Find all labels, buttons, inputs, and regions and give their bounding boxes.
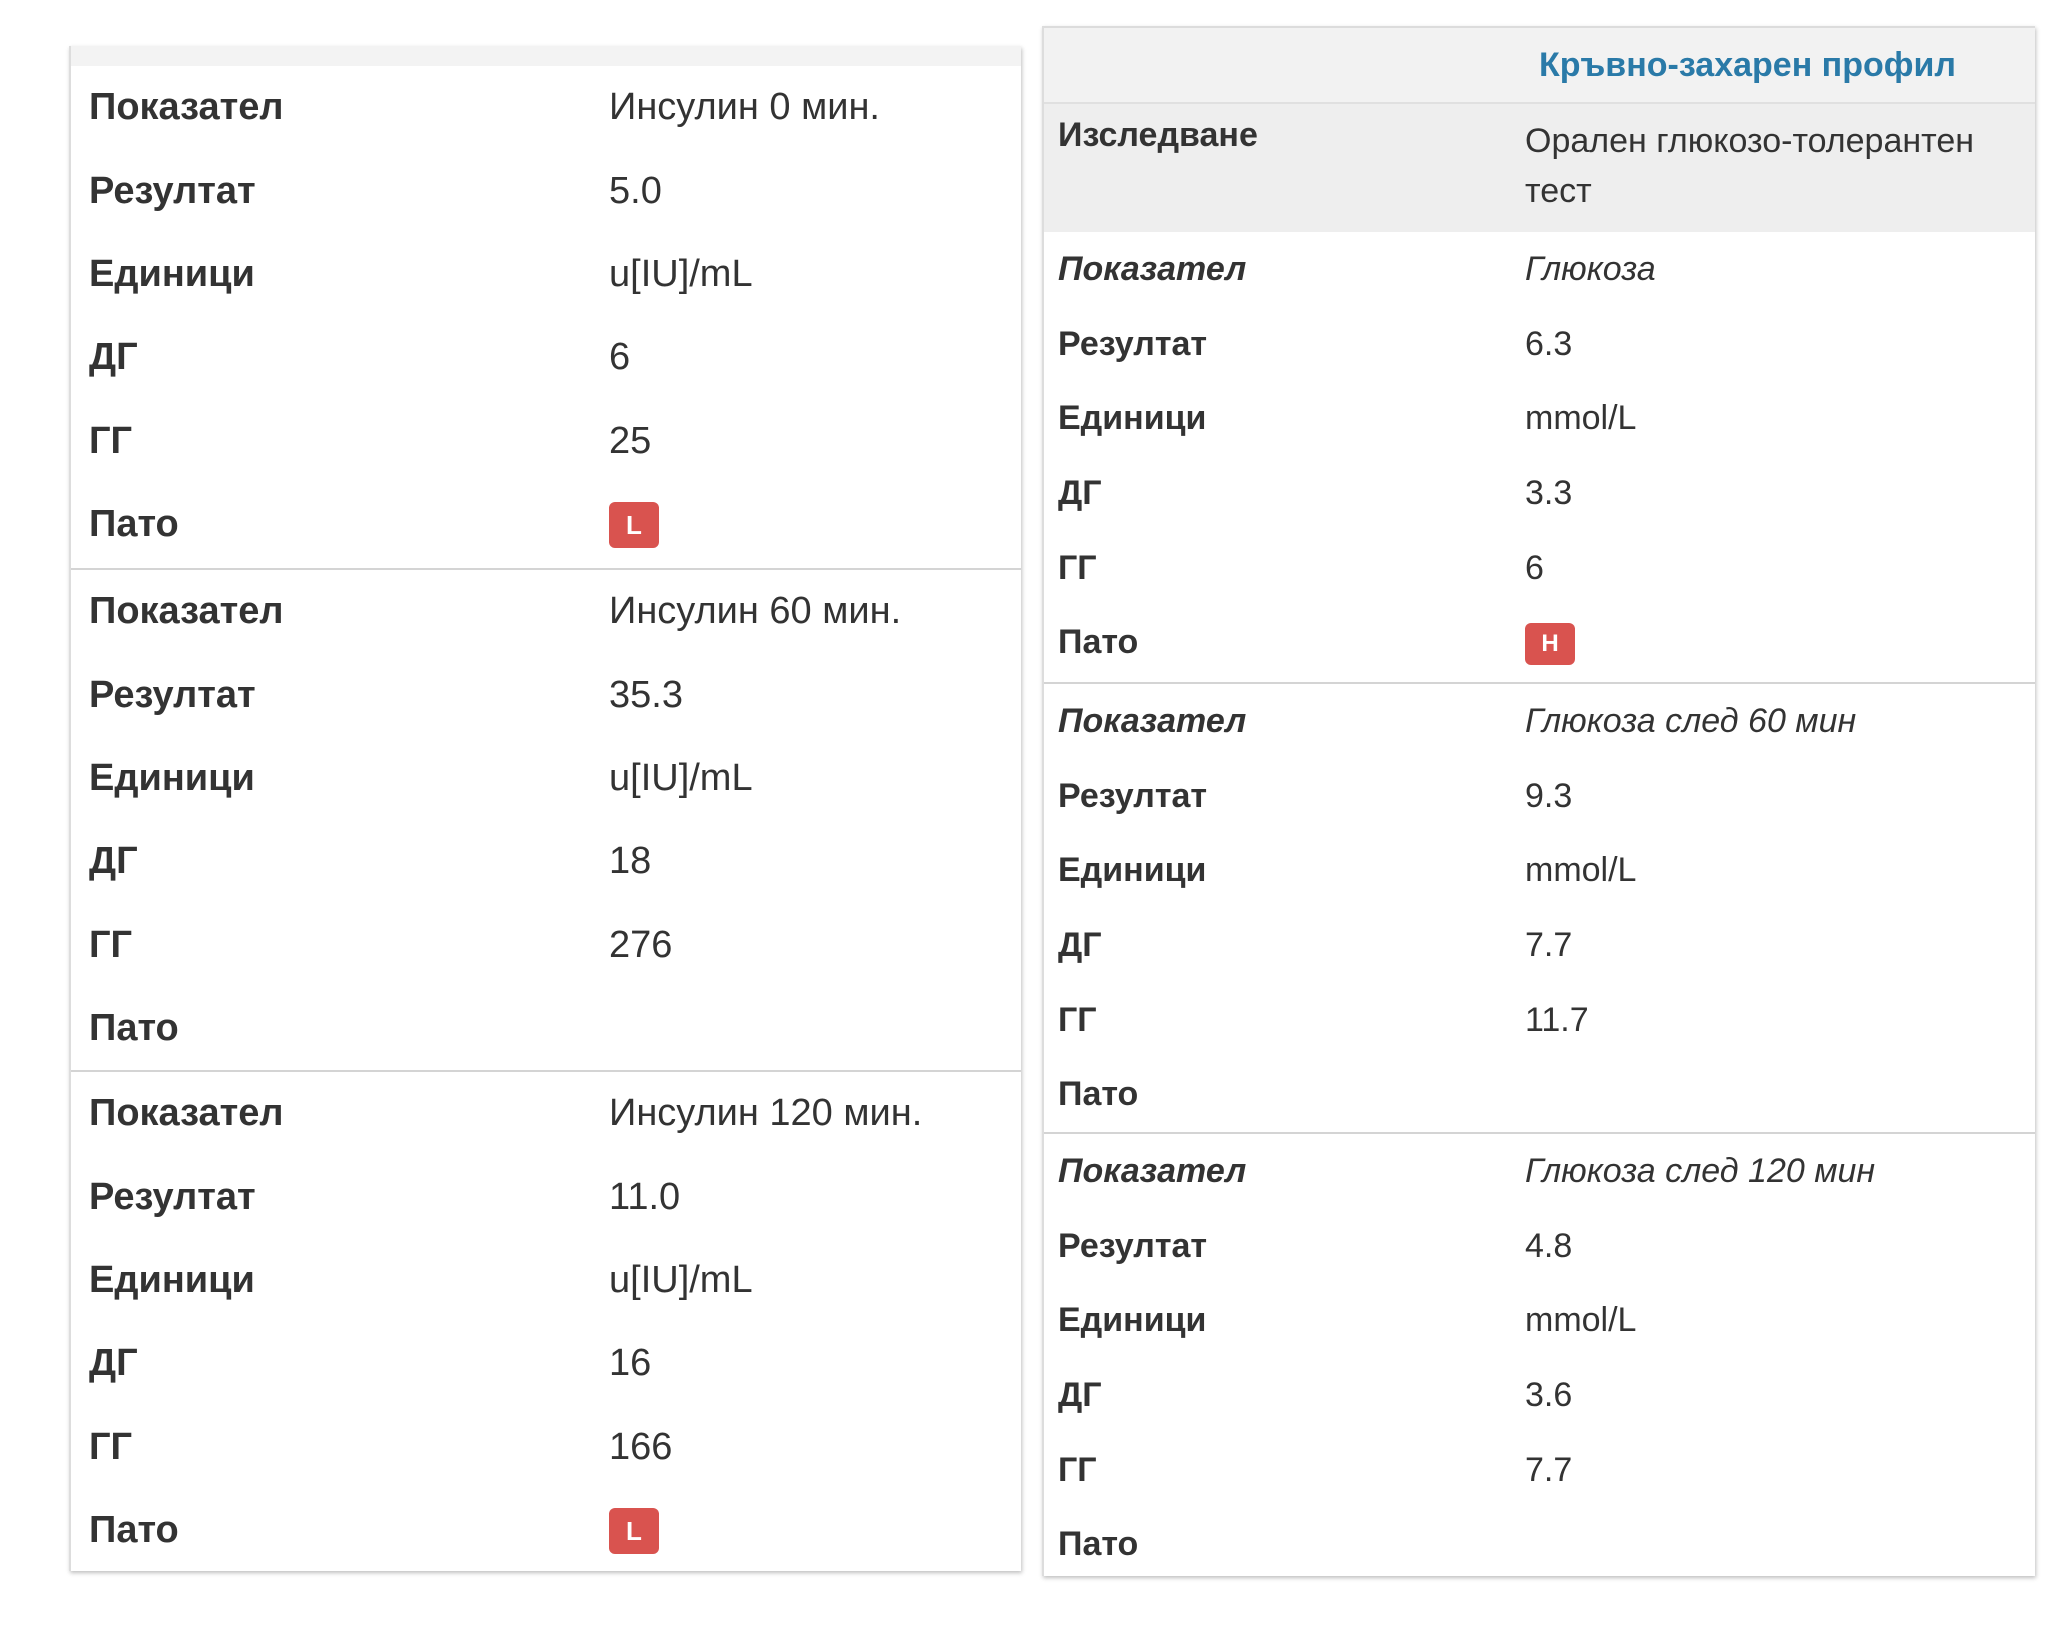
exam-label: Изследване bbox=[1058, 116, 1258, 154]
upper-limit-label: ГГ bbox=[1058, 1000, 1097, 1039]
units-label: Единици bbox=[89, 1258, 255, 1301]
indicator-label: Показател bbox=[89, 590, 284, 633]
indicator-label: Показател bbox=[1058, 1151, 1247, 1190]
lower-limit-value: 3.3 bbox=[1525, 473, 1573, 512]
lower-limit-label: ДГ bbox=[89, 336, 138, 379]
result-row bbox=[1044, 759, 2035, 834]
lower-limit-value: 7.7 bbox=[1525, 925, 1573, 964]
indicator-label: Показател bbox=[89, 86, 284, 129]
lower-limit-label: ДГ bbox=[89, 840, 138, 883]
units-value: mmol/L bbox=[1525, 399, 1637, 438]
indicator-value: Инсулин 0 мин. bbox=[609, 86, 880, 129]
lower-limit-label: ДГ bbox=[1058, 925, 1102, 964]
lower-limit-row bbox=[71, 316, 1021, 399]
indicator-row bbox=[1044, 684, 2035, 759]
patho-row bbox=[1044, 1057, 2035, 1132]
result-label: Резултат bbox=[89, 169, 256, 212]
units-row bbox=[1044, 381, 2035, 456]
lower-limit-label: ДГ bbox=[1058, 1375, 1102, 1414]
indicator-row bbox=[71, 570, 1021, 653]
result-label: Резултат bbox=[1058, 324, 1208, 363]
upper-limit-value: 7.7 bbox=[1525, 1450, 1573, 1489]
indicator-row bbox=[71, 66, 1021, 149]
lower-limit-row bbox=[71, 820, 1021, 903]
patho-row bbox=[71, 483, 1021, 566]
insulin-results-panel bbox=[69, 46, 1021, 1571]
result-group-glucose-120 bbox=[1044, 1132, 2035, 1582]
units-label: Единици bbox=[89, 756, 255, 799]
patho-label: Пато bbox=[89, 1509, 179, 1552]
units-value: mmol/L bbox=[1525, 851, 1637, 890]
patho-low-badge: L bbox=[609, 1508, 659, 1554]
upper-limit-value: 25 bbox=[609, 419, 652, 462]
upper-limit-row bbox=[1044, 531, 2035, 606]
result-group-insulin-120 bbox=[71, 1070, 1021, 1572]
indicator-label: Показател bbox=[89, 1092, 284, 1135]
result-value: 35.3 bbox=[609, 673, 683, 716]
units-label: Единици bbox=[89, 252, 255, 295]
units-row bbox=[71, 1239, 1021, 1322]
patho-label: Пато bbox=[1058, 1525, 1139, 1564]
indicator-label: Показател bbox=[1058, 701, 1247, 740]
patho-low-badge: L bbox=[609, 502, 659, 548]
indicator-value: Глюкоза след 120 мин bbox=[1525, 1151, 1876, 1190]
lower-limit-row bbox=[1044, 908, 2035, 983]
patho-label: Пато bbox=[89, 1007, 179, 1050]
patho-label: Пато bbox=[1058, 623, 1139, 662]
indicator-row bbox=[1044, 1134, 2035, 1209]
result-group-insulin-0 bbox=[71, 66, 1021, 568]
result-group-glucose-0 bbox=[1044, 232, 2035, 682]
indicator-value: Глюкоза bbox=[1525, 249, 1656, 288]
patho-row bbox=[1044, 1507, 2035, 1582]
upper-limit-row bbox=[71, 1406, 1021, 1489]
result-group-insulin-60 bbox=[71, 568, 1021, 1070]
result-row bbox=[71, 149, 1021, 232]
units-label: Единици bbox=[1058, 851, 1207, 890]
units-value: u[IU]/mL bbox=[609, 1258, 753, 1301]
glucose-profile-panel bbox=[1042, 26, 2035, 1576]
lower-limit-row bbox=[1044, 1358, 2035, 1433]
lower-limit-value: 3.6 bbox=[1525, 1375, 1573, 1414]
result-label: Резултат bbox=[1058, 1226, 1208, 1265]
upper-limit-row bbox=[1044, 1433, 2035, 1508]
panel-top-strip bbox=[71, 46, 1021, 66]
lower-limit-value: 16 bbox=[609, 1342, 652, 1385]
upper-limit-value: 6 bbox=[1525, 548, 1544, 587]
patho-row bbox=[1044, 605, 2035, 680]
patho-row bbox=[71, 987, 1021, 1070]
result-group-glucose-60 bbox=[1044, 682, 2035, 1132]
lower-limit-label: ДГ bbox=[89, 1342, 138, 1385]
indicator-value: Инсулин 120 мин. bbox=[609, 1092, 923, 1135]
units-row bbox=[71, 737, 1021, 820]
units-label: Единици bbox=[1058, 399, 1207, 438]
upper-limit-label: ГГ bbox=[89, 1425, 133, 1468]
lower-limit-value: 18 bbox=[609, 840, 652, 883]
upper-limit-value: 11.7 bbox=[1525, 1000, 1589, 1039]
result-label: Резултат bbox=[1058, 776, 1208, 815]
result-row bbox=[71, 653, 1021, 736]
units-row bbox=[1044, 833, 2035, 908]
upper-limit-value: 166 bbox=[609, 1425, 673, 1468]
result-value: 9.3 bbox=[1525, 776, 1573, 815]
result-row bbox=[1044, 307, 2035, 382]
indicator-value: Инсулин 60 мин. bbox=[609, 590, 902, 633]
exam-value: Орален глюкозо-толерантен тест bbox=[1525, 122, 1975, 210]
result-value: 4.8 bbox=[1525, 1226, 1573, 1265]
result-value: 5.0 bbox=[609, 169, 662, 212]
units-value: mmol/L bbox=[1525, 1301, 1637, 1340]
result-value: 11.0 bbox=[609, 1175, 681, 1218]
upper-limit-label: ГГ bbox=[89, 923, 133, 966]
lower-limit-row bbox=[1044, 456, 2035, 531]
patho-label: Пато bbox=[89, 503, 179, 546]
result-row bbox=[71, 1155, 1021, 1238]
result-label: Резултат bbox=[89, 673, 256, 716]
patho-row bbox=[71, 1489, 1021, 1572]
profile-header bbox=[1044, 28, 2035, 104]
units-value: u[IU]/mL bbox=[609, 756, 753, 799]
units-value: u[IU]/mL bbox=[609, 252, 753, 295]
upper-limit-value: 276 bbox=[609, 923, 673, 966]
lower-limit-label: ДГ bbox=[1058, 473, 1102, 512]
indicator-row bbox=[1044, 232, 2035, 307]
patho-label: Пато bbox=[1058, 1075, 1139, 1114]
units-row bbox=[71, 233, 1021, 316]
upper-limit-label: ГГ bbox=[1058, 1450, 1097, 1489]
profile-title-link[interactable]: Кръвно-захарен профил bbox=[1539, 45, 1956, 84]
upper-limit-label: ГГ bbox=[89, 419, 133, 462]
upper-limit-row bbox=[1044, 983, 2035, 1058]
upper-limit-row bbox=[71, 400, 1021, 483]
patho-high-badge: H bbox=[1525, 623, 1575, 665]
indicator-value: Глюкоза след 60 мин bbox=[1525, 701, 1857, 740]
exam-row bbox=[1044, 104, 2035, 232]
upper-limit-row bbox=[71, 904, 1021, 987]
upper-limit-label: ГГ bbox=[1058, 548, 1097, 587]
result-value: 6.3 bbox=[1525, 324, 1573, 363]
units-row bbox=[1044, 1283, 2035, 1358]
result-row bbox=[1044, 1209, 2035, 1284]
indicator-row bbox=[71, 1072, 1021, 1155]
lower-limit-row bbox=[71, 1322, 1021, 1405]
units-label: Единици bbox=[1058, 1301, 1207, 1340]
indicator-label: Показател bbox=[1058, 249, 1247, 288]
lower-limit-value: 6 bbox=[609, 336, 631, 379]
result-label: Резултат bbox=[89, 1175, 256, 1218]
